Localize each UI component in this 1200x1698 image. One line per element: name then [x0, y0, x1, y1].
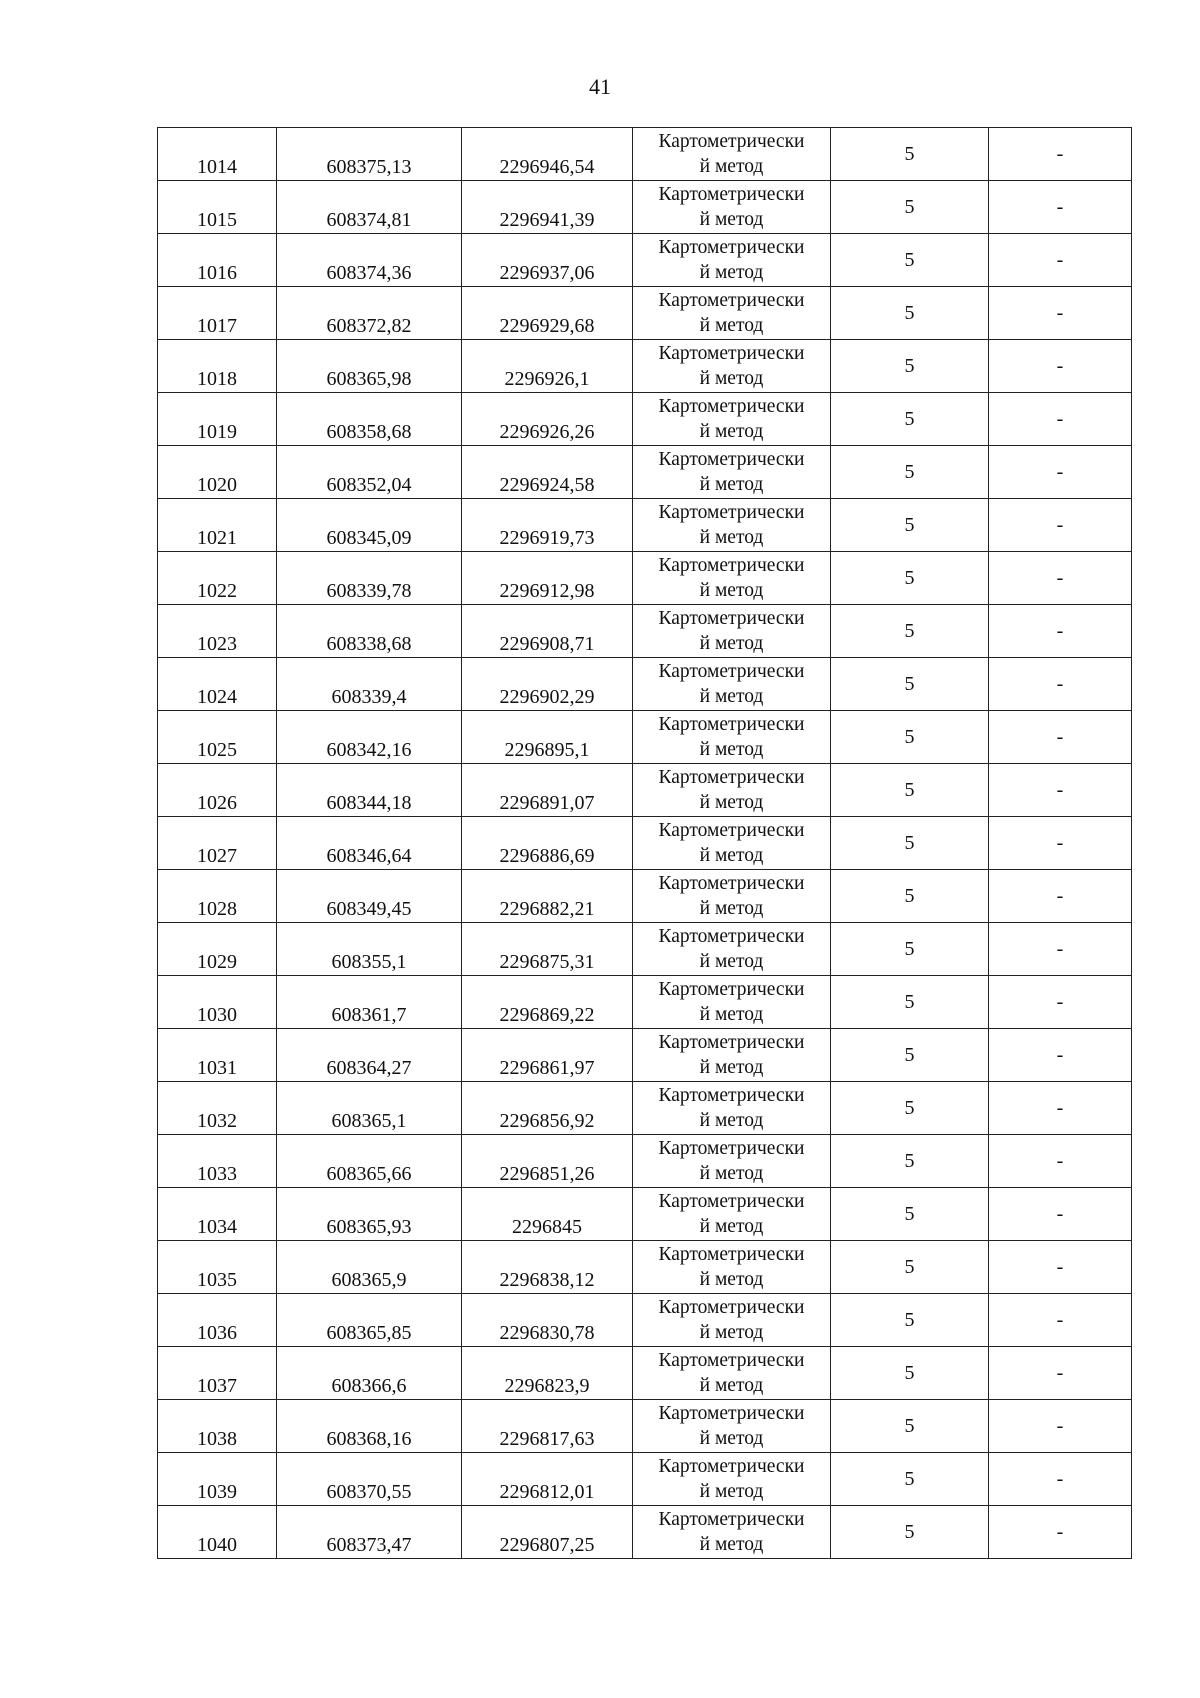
method-line-2: й метод — [699, 156, 764, 177]
coordinate-x-cell: 608358,68 — [277, 393, 462, 446]
description-cell: - — [989, 817, 1132, 870]
method-line-2: й метод — [699, 898, 764, 919]
description-cell: - — [989, 764, 1132, 817]
table-row — [158, 287, 1132, 340]
coordinate-y-cell: 2296926,26 — [462, 393, 633, 446]
method-line-2: й метод — [699, 633, 764, 654]
table-row — [158, 393, 1132, 446]
method-cell — [633, 923, 831, 976]
method-line-1: Картометрически — [658, 502, 805, 523]
description-cell: - — [989, 128, 1132, 181]
coordinate-y-cell: 2296823,9 — [462, 1347, 633, 1400]
coordinate-x-cell: 608349,45 — [277, 870, 462, 923]
point-number-cell: 1034 — [158, 1188, 277, 1241]
coordinate-y-cell: 2296882,21 — [462, 870, 633, 923]
method-line-1: Картометрически — [658, 184, 805, 205]
table-row — [158, 340, 1132, 393]
method-line-1: Картометрически — [658, 1456, 805, 1477]
accuracy-cell: 5 — [831, 1400, 989, 1453]
method-cell — [633, 1241, 831, 1294]
point-number-cell: 1025 — [158, 711, 277, 764]
method-line-2: й метод — [699, 951, 764, 972]
method-cell — [633, 870, 831, 923]
coordinate-y-cell: 2296875,31 — [462, 923, 633, 976]
table-row — [158, 1400, 1132, 1453]
accuracy-cell: 5 — [831, 1135, 989, 1188]
method-line-1: Картометрически — [658, 290, 805, 311]
accuracy-cell: 5 — [831, 1241, 989, 1294]
point-number-cell: 1038 — [158, 1400, 277, 1453]
coordinate-y-cell: 2296912,98 — [462, 552, 633, 605]
point-number-cell: 1028 — [158, 870, 277, 923]
method-line-1: Картометрически — [658, 714, 805, 735]
coordinate-y-cell: 2296845 — [462, 1188, 633, 1241]
description-cell: - — [989, 340, 1132, 393]
table-row — [158, 1453, 1132, 1506]
coordinate-x-cell: 608352,04 — [277, 446, 462, 499]
table-row — [158, 923, 1132, 976]
point-number-cell: 1030 — [158, 976, 277, 1029]
coordinate-y-cell: 2296807,25 — [462, 1506, 633, 1559]
table-row — [158, 1241, 1132, 1294]
table-row — [158, 976, 1132, 1029]
method-line-1: Картометрически — [658, 343, 805, 364]
description-cell: - — [989, 1029, 1132, 1082]
coordinate-y-cell: 2296929,68 — [462, 287, 633, 340]
point-number-cell: 1031 — [158, 1029, 277, 1082]
method-line-2: й метод — [699, 1428, 764, 1449]
table-row — [158, 128, 1132, 181]
method-line-2: й метод — [699, 1004, 764, 1025]
coordinate-x-cell: 608338,68 — [277, 605, 462, 658]
method-line-1: Картометрически — [658, 661, 805, 682]
description-cell: - — [989, 711, 1132, 764]
description-cell: - — [989, 499, 1132, 552]
accuracy-cell: 5 — [831, 340, 989, 393]
coordinate-x-cell: 608368,16 — [277, 1400, 462, 1453]
coordinate-y-cell: 2296902,29 — [462, 658, 633, 711]
coordinate-x-cell: 608345,09 — [277, 499, 462, 552]
method-line-1: Картометрически — [658, 926, 805, 947]
method-line-1: Картометрически — [658, 1085, 805, 1106]
method-line-2: й метод — [699, 209, 764, 230]
table-row — [158, 817, 1132, 870]
method-line-1: Картометрически — [658, 1403, 805, 1424]
method-line-1: Картометрически — [658, 396, 805, 417]
description-cell: - — [989, 976, 1132, 1029]
coordinate-x-cell: 608375,13 — [277, 128, 462, 181]
method-line-2: й метод — [699, 845, 764, 866]
coordinate-y-cell: 2296895,1 — [462, 711, 633, 764]
coordinate-x-cell: 608366,6 — [277, 1347, 462, 1400]
accuracy-cell: 5 — [831, 870, 989, 923]
description-cell: - — [989, 1188, 1132, 1241]
coordinate-y-cell: 2296851,26 — [462, 1135, 633, 1188]
method-line-1: Картометрически — [658, 131, 805, 152]
method-line-2: й метод — [699, 580, 764, 601]
method-line-1: Картометрически — [658, 1244, 805, 1265]
description-cell: - — [989, 605, 1132, 658]
method-cell — [633, 1082, 831, 1135]
method-cell — [633, 128, 831, 181]
coordinate-x-cell: 608365,98 — [277, 340, 462, 393]
table-row — [158, 1188, 1132, 1241]
method-line-1: Картометрически — [658, 1138, 805, 1159]
accuracy-cell: 5 — [831, 658, 989, 711]
description-cell: - — [989, 393, 1132, 446]
point-number-cell: 1023 — [158, 605, 277, 658]
method-cell — [633, 1453, 831, 1506]
point-number-cell: 1032 — [158, 1082, 277, 1135]
coordinate-y-cell: 2296856,92 — [462, 1082, 633, 1135]
method-cell — [633, 1294, 831, 1347]
method-line-2: й метод — [699, 686, 764, 707]
method-line-2: й метод — [699, 1534, 764, 1555]
method-cell — [633, 234, 831, 287]
method-line-1: Картометрически — [658, 873, 805, 894]
point-number-cell: 1026 — [158, 764, 277, 817]
description-cell: - — [989, 1506, 1132, 1559]
method-line-2: й метод — [699, 262, 764, 283]
table-row — [158, 499, 1132, 552]
point-number-cell: 1019 — [158, 393, 277, 446]
coordinate-y-cell: 2296886,69 — [462, 817, 633, 870]
accuracy-cell: 5 — [831, 499, 989, 552]
method-line-2: й метод — [699, 315, 764, 336]
accuracy-cell: 5 — [831, 181, 989, 234]
method-cell — [633, 1400, 831, 1453]
method-line-2: й метод — [699, 1163, 764, 1184]
table-row — [158, 605, 1132, 658]
coordinate-y-cell: 2296941,39 — [462, 181, 633, 234]
method-cell — [633, 552, 831, 605]
method-cell — [633, 711, 831, 764]
accuracy-cell: 5 — [831, 817, 989, 870]
coordinate-x-cell: 608365,93 — [277, 1188, 462, 1241]
accuracy-cell: 5 — [831, 1453, 989, 1506]
point-number-cell: 1014 — [158, 128, 277, 181]
method-cell — [633, 499, 831, 552]
coordinate-y-cell: 2296812,01 — [462, 1453, 633, 1506]
method-cell — [633, 605, 831, 658]
description-cell: - — [989, 1347, 1132, 1400]
method-cell — [633, 181, 831, 234]
coordinates-table-body — [158, 128, 1132, 1559]
coordinate-x-cell: 608342,16 — [277, 711, 462, 764]
method-line-2: й метод — [699, 368, 764, 389]
point-number-cell: 1027 — [158, 817, 277, 870]
point-number-cell: 1022 — [158, 552, 277, 605]
method-line-2: й метод — [699, 1110, 764, 1131]
point-number-cell: 1035 — [158, 1241, 277, 1294]
description-cell: - — [989, 552, 1132, 605]
coordinate-x-cell: 608365,66 — [277, 1135, 462, 1188]
point-number-cell: 1024 — [158, 658, 277, 711]
method-cell — [633, 764, 831, 817]
accuracy-cell: 5 — [831, 1506, 989, 1559]
method-cell — [633, 1506, 831, 1559]
description-cell: - — [989, 1135, 1132, 1188]
description-cell: - — [989, 1294, 1132, 1347]
coordinate-x-cell: 608364,27 — [277, 1029, 462, 1082]
table-row — [158, 764, 1132, 817]
accuracy-cell: 5 — [831, 1347, 989, 1400]
coordinate-x-cell: 608346,64 — [277, 817, 462, 870]
point-number-cell: 1039 — [158, 1453, 277, 1506]
method-line-1: Картометрически — [658, 555, 805, 576]
description-cell: - — [989, 446, 1132, 499]
description-cell: - — [989, 1241, 1132, 1294]
point-number-cell: 1036 — [158, 1294, 277, 1347]
accuracy-cell: 5 — [831, 128, 989, 181]
method-line-1: Картометрически — [658, 1191, 805, 1212]
method-line-2: й метод — [699, 1481, 764, 1502]
method-line-1: Картометрически — [658, 449, 805, 470]
coordinate-x-cell: 608365,85 — [277, 1294, 462, 1347]
accuracy-cell: 5 — [831, 552, 989, 605]
accuracy-cell: 5 — [831, 976, 989, 1029]
method-line-2: й метод — [699, 1375, 764, 1396]
table-row — [158, 446, 1132, 499]
accuracy-cell: 5 — [831, 1029, 989, 1082]
coordinate-x-cell: 608365,9 — [277, 1241, 462, 1294]
method-line-2: й метод — [699, 421, 764, 442]
coordinate-x-cell: 608365,1 — [277, 1082, 462, 1135]
method-line-2: й метод — [699, 527, 764, 548]
point-number-cell: 1040 — [158, 1506, 277, 1559]
accuracy-cell: 5 — [831, 1188, 989, 1241]
method-cell — [633, 393, 831, 446]
table-row — [158, 658, 1132, 711]
table-row — [158, 1135, 1132, 1188]
table-row — [158, 1347, 1132, 1400]
accuracy-cell: 5 — [831, 923, 989, 976]
accuracy-cell: 5 — [831, 764, 989, 817]
accuracy-cell: 5 — [831, 1082, 989, 1135]
method-cell — [633, 446, 831, 499]
accuracy-cell: 5 — [831, 711, 989, 764]
method-cell — [633, 287, 831, 340]
method-line-1: Картометрически — [658, 1297, 805, 1318]
accuracy-cell: 5 — [831, 287, 989, 340]
method-line-2: й метод — [699, 474, 764, 495]
method-line-2: й метод — [699, 792, 764, 813]
description-cell: - — [989, 870, 1132, 923]
coordinates-table — [157, 127, 1132, 1559]
table-row — [158, 552, 1132, 605]
coordinate-x-cell: 608339,78 — [277, 552, 462, 605]
coordinate-y-cell: 2296817,63 — [462, 1400, 633, 1453]
accuracy-cell: 5 — [831, 605, 989, 658]
point-number-cell: 1021 — [158, 499, 277, 552]
method-cell — [633, 658, 831, 711]
coordinate-y-cell: 2296946,54 — [462, 128, 633, 181]
method-line-2: й метод — [699, 1057, 764, 1078]
point-number-cell: 1015 — [158, 181, 277, 234]
coordinate-y-cell: 2296869,22 — [462, 976, 633, 1029]
method-cell — [633, 340, 831, 393]
method-cell — [633, 1135, 831, 1188]
table-row — [158, 1029, 1132, 1082]
coordinate-y-cell: 2296908,71 — [462, 605, 633, 658]
table-row — [158, 1082, 1132, 1135]
description-cell: - — [989, 181, 1132, 234]
description-cell: - — [989, 287, 1132, 340]
coordinate-x-cell: 608374,81 — [277, 181, 462, 234]
coordinate-y-cell: 2296937,06 — [462, 234, 633, 287]
coordinate-y-cell: 2296926,1 — [462, 340, 633, 393]
coordinate-y-cell: 2296919,73 — [462, 499, 633, 552]
description-cell: - — [989, 1400, 1132, 1453]
page-number: 41 — [589, 74, 611, 99]
point-number-cell: 1020 — [158, 446, 277, 499]
point-number-cell: 1037 — [158, 1347, 277, 1400]
coordinate-x-cell: 608339,4 — [277, 658, 462, 711]
coordinate-y-cell: 2296830,78 — [462, 1294, 633, 1347]
table-row — [158, 234, 1132, 287]
coordinate-x-cell: 608355,1 — [277, 923, 462, 976]
coordinate-y-cell: 2296861,97 — [462, 1029, 633, 1082]
coordinate-x-cell: 608370,55 — [277, 1453, 462, 1506]
accuracy-cell: 5 — [831, 234, 989, 287]
description-cell: - — [989, 1082, 1132, 1135]
method-line-1: Картометрически — [658, 237, 805, 258]
point-number-cell: 1017 — [158, 287, 277, 340]
description-cell: - — [989, 234, 1132, 287]
method-line-1: Картометрически — [658, 820, 805, 841]
table-row — [158, 181, 1132, 234]
table-row — [158, 711, 1132, 764]
method-cell — [633, 976, 831, 1029]
point-number-cell: 1029 — [158, 923, 277, 976]
method-line-1: Картометрически — [658, 979, 805, 1000]
table-row — [158, 870, 1132, 923]
accuracy-cell: 5 — [831, 1294, 989, 1347]
coordinate-x-cell: 608374,36 — [277, 234, 462, 287]
coordinate-x-cell: 608361,7 — [277, 976, 462, 1029]
method-line-1: Картометрически — [658, 1032, 805, 1053]
point-number-cell: 1016 — [158, 234, 277, 287]
table-row — [158, 1506, 1132, 1559]
method-line-2: й метод — [699, 1269, 764, 1290]
accuracy-cell: 5 — [831, 393, 989, 446]
accuracy-cell: 5 — [831, 446, 989, 499]
point-number-cell: 1033 — [158, 1135, 277, 1188]
table-row — [158, 1294, 1132, 1347]
coordinate-y-cell: 2296891,07 — [462, 764, 633, 817]
description-cell: - — [989, 923, 1132, 976]
method-line-1: Картометрически — [658, 1509, 805, 1530]
method-line-1: Картометрически — [658, 1350, 805, 1371]
method-line-2: й метод — [699, 1216, 764, 1237]
coordinate-y-cell: 2296924,58 — [462, 446, 633, 499]
method-line-2: й метод — [699, 1322, 764, 1343]
method-cell — [633, 1029, 831, 1082]
coordinate-x-cell: 608373,47 — [277, 1506, 462, 1559]
method-line-2: й метод — [699, 739, 764, 760]
point-number-cell: 1018 — [158, 340, 277, 393]
method-line-1: Картометрически — [658, 608, 805, 629]
coordinate-x-cell: 608344,18 — [277, 764, 462, 817]
method-cell — [633, 1188, 831, 1241]
method-cell — [633, 1347, 831, 1400]
description-cell: - — [989, 658, 1132, 711]
method-cell — [633, 817, 831, 870]
coordinate-x-cell: 608372,82 — [277, 287, 462, 340]
description-cell: - — [989, 1453, 1132, 1506]
method-line-1: Картометрически — [658, 767, 805, 788]
coordinate-y-cell: 2296838,12 — [462, 1241, 633, 1294]
